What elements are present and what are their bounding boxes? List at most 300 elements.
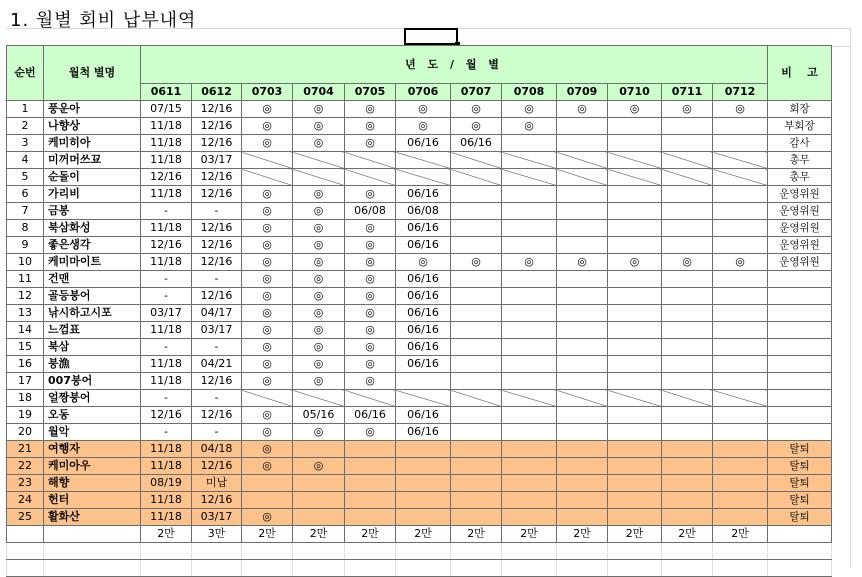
row-number[interactable]: 13: [7, 305, 44, 322]
empty-cell[interactable]: [293, 492, 345, 509]
empty-cell[interactable]: [502, 356, 557, 373]
paid-cell[interactable]: [293, 339, 345, 356]
empty-cell[interactable]: [662, 356, 713, 373]
empty-cell[interactable]: [396, 560, 451, 577]
paid-cell[interactable]: [502, 118, 557, 135]
paid-cell[interactable]: [345, 356, 396, 373]
empty-cell[interactable]: [608, 237, 662, 254]
empty-cell[interactable]: [396, 373, 451, 390]
payment-date-cell[interactable]: 06/16: [396, 271, 451, 288]
empty-cell[interactable]: [502, 322, 557, 339]
empty-cell[interactable]: [451, 424, 502, 441]
paid-cell[interactable]: [242, 135, 293, 152]
payment-date-cell[interactable]: 06/16: [396, 220, 451, 237]
empty-cell[interactable]: [557, 135, 608, 152]
empty-cell[interactable]: [242, 492, 293, 509]
payment-date-cell[interactable]: 06/08: [396, 203, 451, 220]
payment-date-cell[interactable]: 12/16: [141, 407, 192, 424]
exempt-cell[interactable]: [713, 390, 768, 407]
empty-cell[interactable]: [608, 492, 662, 509]
empty-cell[interactable]: [713, 475, 768, 492]
member-nickname[interactable]: 헌터: [44, 492, 141, 509]
empty-cell[interactable]: [608, 441, 662, 458]
member-nickname[interactable]: 여행자: [44, 441, 141, 458]
payment-date-cell[interactable]: 06/08: [345, 203, 396, 220]
empty-cell[interactable]: [451, 509, 502, 526]
empty-cell[interactable]: [713, 509, 768, 526]
note-cell[interactable]: 탈퇴: [768, 492, 832, 509]
paid-cell[interactable]: [502, 101, 557, 118]
empty-cell[interactable]: [713, 203, 768, 220]
row-number[interactable]: 6: [7, 186, 44, 203]
note-cell[interactable]: 총무: [768, 152, 832, 169]
empty-cell[interactable]: [608, 509, 662, 526]
paid-cell[interactable]: [242, 373, 293, 390]
payment-date-cell[interactable]: 03/17: [192, 509, 242, 526]
empty-cell[interactable]: [451, 339, 502, 356]
row-number[interactable]: 4: [7, 152, 44, 169]
empty-cell[interactable]: [451, 203, 502, 220]
empty-cell[interactable]: [293, 441, 345, 458]
payment-date-cell[interactable]: -: [141, 339, 192, 356]
empty-cell[interactable]: [662, 135, 713, 152]
empty-cell[interactable]: [451, 288, 502, 305]
empty-cell[interactable]: [662, 407, 713, 424]
empty-cell[interactable]: [502, 509, 557, 526]
row-number[interactable]: 7: [7, 203, 44, 220]
monthly-due-amount[interactable]: 2만: [557, 526, 608, 543]
row-number[interactable]: 5: [7, 169, 44, 186]
empty-cell[interactable]: [141, 543, 192, 560]
note-cell[interactable]: 부회장: [768, 118, 832, 135]
empty-cell[interactable]: [451, 475, 502, 492]
empty-cell[interactable]: [662, 543, 713, 560]
paid-cell[interactable]: [242, 254, 293, 271]
payment-date-cell[interactable]: 12/16: [192, 458, 242, 475]
empty-cell[interactable]: [713, 288, 768, 305]
paid-cell[interactable]: [557, 101, 608, 118]
empty-cell[interactable]: [345, 458, 396, 475]
empty-cell[interactable]: [345, 543, 396, 560]
row-number[interactable]: 16: [7, 356, 44, 373]
payment-date-cell[interactable]: 12/16: [141, 237, 192, 254]
paid-cell[interactable]: [242, 288, 293, 305]
paid-cell[interactable]: [242, 118, 293, 135]
empty-cell[interactable]: [502, 339, 557, 356]
payment-date-cell[interactable]: -: [192, 271, 242, 288]
empty-cell[interactable]: [662, 220, 713, 237]
payment-date-cell[interactable]: -: [192, 424, 242, 441]
paid-cell[interactable]: [293, 186, 345, 203]
member-nickname[interactable]: 케미히아: [44, 135, 141, 152]
empty-cell[interactable]: [557, 322, 608, 339]
note-cell[interactable]: [768, 373, 832, 390]
empty-cell[interactable]: [662, 373, 713, 390]
empty-cell[interactable]: [242, 475, 293, 492]
row-number[interactable]: 8: [7, 220, 44, 237]
payment-date-cell[interactable]: 06/16: [345, 407, 396, 424]
empty-cell[interactable]: [608, 356, 662, 373]
empty-cell[interactable]: [557, 237, 608, 254]
empty-cell[interactable]: [662, 441, 713, 458]
empty-cell[interactable]: [192, 560, 242, 577]
empty-cell[interactable]: [396, 543, 451, 560]
row-number[interactable]: 18: [7, 390, 44, 407]
payment-date-cell[interactable]: 06/16: [396, 305, 451, 322]
monthly-due-amount[interactable]: 3만: [192, 526, 242, 543]
empty-cell[interactable]: [662, 492, 713, 509]
monthly-due-amount[interactable]: 2만: [345, 526, 396, 543]
empty-cell[interactable]: [608, 339, 662, 356]
paid-cell[interactable]: [345, 424, 396, 441]
paid-cell[interactable]: [608, 101, 662, 118]
empty-cell[interactable]: [713, 271, 768, 288]
empty-cell[interactable]: [451, 322, 502, 339]
paid-cell[interactable]: [293, 356, 345, 373]
empty-cell[interactable]: [502, 373, 557, 390]
empty-cell[interactable]: [608, 271, 662, 288]
payment-date-cell[interactable]: 11/18: [141, 373, 192, 390]
payment-date-cell[interactable]: 07/15: [141, 101, 192, 118]
empty-cell[interactable]: [557, 492, 608, 509]
member-nickname[interactable]: 골등붕어: [44, 288, 141, 305]
note-cell[interactable]: [768, 339, 832, 356]
payment-date-cell[interactable]: 11/18: [141, 135, 192, 152]
payment-date-cell[interactable]: 06/16: [396, 237, 451, 254]
empty-cell[interactable]: [662, 288, 713, 305]
empty-cell[interactable]: [557, 458, 608, 475]
empty-cell[interactable]: [608, 135, 662, 152]
exempt-cell[interactable]: [293, 390, 345, 407]
empty-cell[interactable]: [345, 560, 396, 577]
exempt-cell[interactable]: [242, 152, 293, 169]
payment-date-cell[interactable]: 11/18: [141, 152, 192, 169]
paid-cell[interactable]: [242, 356, 293, 373]
empty-cell[interactable]: [608, 322, 662, 339]
payment-date-cell[interactable]: -: [192, 339, 242, 356]
member-nickname[interactable]: 얼짱붕어: [44, 390, 141, 407]
note-cell[interactable]: 운영위원: [768, 254, 832, 271]
empty-cell[interactable]: [713, 543, 768, 560]
exempt-cell[interactable]: [451, 390, 502, 407]
payment-date-cell[interactable]: -: [141, 203, 192, 220]
exempt-cell[interactable]: [502, 390, 557, 407]
empty-cell[interactable]: [44, 526, 141, 543]
empty-cell[interactable]: [768, 526, 832, 543]
member-nickname[interactable]: 해향: [44, 475, 141, 492]
paid-cell[interactable]: [713, 254, 768, 271]
paid-cell[interactable]: [242, 203, 293, 220]
note-cell[interactable]: [768, 390, 832, 407]
payment-date-cell[interactable]: 12/16: [192, 492, 242, 509]
paid-cell[interactable]: [502, 254, 557, 271]
empty-cell[interactable]: [768, 543, 832, 560]
payment-date-cell[interactable]: 05/16: [293, 407, 345, 424]
paid-cell[interactable]: [293, 424, 345, 441]
empty-cell[interactable]: [502, 220, 557, 237]
empty-cell[interactable]: [608, 118, 662, 135]
empty-cell[interactable]: [557, 356, 608, 373]
empty-cell[interactable]: [557, 288, 608, 305]
payment-date-cell[interactable]: 04/17: [192, 305, 242, 322]
empty-cell[interactable]: [293, 475, 345, 492]
exempt-cell[interactable]: [345, 152, 396, 169]
empty-cell[interactable]: [451, 271, 502, 288]
payment-date-cell[interactable]: 08/19: [141, 475, 192, 492]
payment-date-cell[interactable]: 03/17: [141, 305, 192, 322]
empty-cell[interactable]: [662, 458, 713, 475]
note-cell[interactable]: 탈퇴: [768, 458, 832, 475]
exempt-cell[interactable]: [608, 169, 662, 186]
row-number[interactable]: 21: [7, 441, 44, 458]
paid-cell[interactable]: [451, 254, 502, 271]
paid-cell[interactable]: [345, 339, 396, 356]
paid-cell[interactable]: [242, 305, 293, 322]
empty-cell[interactable]: [242, 543, 293, 560]
note-cell[interactable]: 운영위원: [768, 186, 832, 203]
payment-date-cell[interactable]: 11/18: [141, 509, 192, 526]
note-cell[interactable]: [768, 322, 832, 339]
payment-date-cell[interactable]: 12/16: [192, 254, 242, 271]
note-cell[interactable]: [768, 407, 832, 424]
note-cell[interactable]: 감사: [768, 135, 832, 152]
note-cell[interactable]: [768, 271, 832, 288]
empty-cell[interactable]: [662, 118, 713, 135]
paid-cell[interactable]: [242, 220, 293, 237]
note-cell[interactable]: [768, 288, 832, 305]
empty-cell[interactable]: [713, 339, 768, 356]
empty-cell[interactable]: [345, 492, 396, 509]
member-nickname[interactable]: 느껌표: [44, 322, 141, 339]
empty-cell[interactable]: [451, 373, 502, 390]
note-cell[interactable]: 운영위원: [768, 203, 832, 220]
member-nickname[interactable]: 월악: [44, 424, 141, 441]
empty-cell[interactable]: [451, 492, 502, 509]
empty-cell[interactable]: [662, 475, 713, 492]
selected-cell[interactable]: [404, 28, 458, 45]
paid-cell[interactable]: [396, 254, 451, 271]
payment-date-cell[interactable]: 12/16: [192, 220, 242, 237]
empty-cell[interactable]: [662, 424, 713, 441]
empty-cell[interactable]: [502, 135, 557, 152]
empty-cell[interactable]: [662, 203, 713, 220]
exempt-cell[interactable]: [293, 169, 345, 186]
payment-date-cell[interactable]: 11/18: [141, 356, 192, 373]
empty-cell[interactable]: [713, 356, 768, 373]
empty-cell[interactable]: [608, 424, 662, 441]
empty-cell[interactable]: [396, 509, 451, 526]
member-nickname[interactable]: 007붕어: [44, 373, 141, 390]
empty-cell[interactable]: [396, 441, 451, 458]
empty-cell[interactable]: [608, 560, 662, 577]
empty-cell[interactable]: [141, 560, 192, 577]
paid-cell[interactable]: [293, 237, 345, 254]
empty-cell[interactable]: [713, 458, 768, 475]
empty-cell[interactable]: [293, 543, 345, 560]
payment-date-cell[interactable]: 11/18: [141, 492, 192, 509]
payment-date-cell[interactable]: 04/18: [192, 441, 242, 458]
exempt-cell[interactable]: [242, 169, 293, 186]
member-nickname[interactable]: 케미아우: [44, 458, 141, 475]
paid-cell[interactable]: [451, 118, 502, 135]
payment-date-cell[interactable]: 06/16: [396, 186, 451, 203]
empty-cell[interactable]: [502, 203, 557, 220]
empty-cell[interactable]: [502, 237, 557, 254]
paid-cell[interactable]: [293, 288, 345, 305]
member-nickname[interactable]: 건맨: [44, 271, 141, 288]
row-number[interactable]: 3: [7, 135, 44, 152]
empty-cell[interactable]: [7, 526, 44, 543]
empty-cell[interactable]: [557, 543, 608, 560]
payment-date-cell[interactable]: 12/16: [192, 186, 242, 203]
empty-cell[interactable]: [345, 509, 396, 526]
empty-cell[interactable]: [713, 492, 768, 509]
empty-cell[interactable]: [451, 560, 502, 577]
paid-cell[interactable]: [345, 288, 396, 305]
exempt-cell[interactable]: [396, 390, 451, 407]
empty-cell[interactable]: [608, 475, 662, 492]
empty-cell[interactable]: [502, 424, 557, 441]
empty-cell[interactable]: [662, 509, 713, 526]
paid-cell[interactable]: [396, 101, 451, 118]
empty-cell[interactable]: [451, 220, 502, 237]
exempt-cell[interactable]: [396, 169, 451, 186]
empty-cell[interactable]: [396, 458, 451, 475]
payment-date-cell[interactable]: 11/18: [141, 186, 192, 203]
payment-date-cell[interactable]: 12/16: [192, 373, 242, 390]
paid-cell[interactable]: [345, 220, 396, 237]
monthly-due-amount[interactable]: 2만: [242, 526, 293, 543]
empty-cell[interactable]: [662, 186, 713, 203]
empty-cell[interactable]: [44, 560, 141, 577]
note-cell[interactable]: 운영위원: [768, 237, 832, 254]
empty-cell[interactable]: [557, 118, 608, 135]
payment-date-cell[interactable]: 11/18: [141, 220, 192, 237]
empty-cell[interactable]: [242, 560, 293, 577]
payment-date-cell[interactable]: 11/18: [141, 118, 192, 135]
row-number[interactable]: 17: [7, 373, 44, 390]
member-nickname[interactable]: 금봉: [44, 203, 141, 220]
empty-cell[interactable]: [7, 560, 44, 577]
empty-cell[interactable]: [608, 458, 662, 475]
paid-cell[interactable]: [713, 101, 768, 118]
empty-cell[interactable]: [345, 475, 396, 492]
empty-cell[interactable]: [557, 424, 608, 441]
row-number[interactable]: 12: [7, 288, 44, 305]
monthly-due-amount[interactable]: 2만: [141, 526, 192, 543]
payment-date-cell[interactable]: 미납: [192, 475, 242, 492]
empty-cell[interactable]: [662, 271, 713, 288]
empty-cell[interactable]: [557, 373, 608, 390]
payment-date-cell[interactable]: 06/16: [396, 322, 451, 339]
payment-date-cell[interactable]: 11/18: [141, 254, 192, 271]
empty-cell[interactable]: [293, 560, 345, 577]
row-number[interactable]: 24: [7, 492, 44, 509]
exempt-cell[interactable]: [557, 390, 608, 407]
payment-date-cell[interactable]: 12/16: [192, 101, 242, 118]
exempt-cell[interactable]: [451, 152, 502, 169]
paid-cell[interactable]: [242, 407, 293, 424]
empty-cell[interactable]: [502, 271, 557, 288]
empty-cell[interactable]: [713, 305, 768, 322]
note-cell[interactable]: 탈퇴: [768, 475, 832, 492]
empty-cell[interactable]: [557, 203, 608, 220]
empty-cell[interactable]: [608, 407, 662, 424]
paid-cell[interactable]: [293, 254, 345, 271]
empty-cell[interactable]: [44, 543, 141, 560]
exempt-cell[interactable]: [608, 152, 662, 169]
monthly-due-amount[interactable]: 2만: [451, 526, 502, 543]
row-number[interactable]: 11: [7, 271, 44, 288]
empty-cell[interactable]: [662, 339, 713, 356]
paid-cell[interactable]: [345, 118, 396, 135]
empty-cell[interactable]: [451, 237, 502, 254]
paid-cell[interactable]: [242, 509, 293, 526]
monthly-due-amount[interactable]: 2만: [396, 526, 451, 543]
payment-date-cell[interactable]: 06/16: [396, 288, 451, 305]
empty-cell[interactable]: [502, 543, 557, 560]
empty-cell[interactable]: [396, 492, 451, 509]
member-nickname[interactable]: 북삼화성: [44, 220, 141, 237]
empty-cell[interactable]: [608, 186, 662, 203]
exempt-cell[interactable]: [293, 152, 345, 169]
exempt-cell[interactable]: [451, 169, 502, 186]
paid-cell[interactable]: [242, 441, 293, 458]
member-nickname[interactable]: 낚시하고시포: [44, 305, 141, 322]
exempt-cell[interactable]: [557, 169, 608, 186]
paid-cell[interactable]: [242, 237, 293, 254]
note-cell[interactable]: 회장: [768, 101, 832, 118]
payment-date-cell[interactable]: 12/16: [192, 288, 242, 305]
empty-cell[interactable]: [713, 135, 768, 152]
empty-cell[interactable]: [502, 492, 557, 509]
paid-cell[interactable]: [293, 305, 345, 322]
row-number[interactable]: 10: [7, 254, 44, 271]
exempt-cell[interactable]: [662, 152, 713, 169]
empty-cell[interactable]: [502, 560, 557, 577]
payment-date-cell[interactable]: 06/16: [396, 424, 451, 441]
payment-date-cell[interactable]: 12/16: [192, 237, 242, 254]
empty-cell[interactable]: [608, 305, 662, 322]
empty-cell[interactable]: [293, 509, 345, 526]
empty-cell[interactable]: [557, 560, 608, 577]
payment-date-cell[interactable]: 04/21: [192, 356, 242, 373]
empty-cell[interactable]: [557, 271, 608, 288]
paid-cell[interactable]: [242, 339, 293, 356]
empty-cell[interactable]: [713, 118, 768, 135]
empty-cell[interactable]: [557, 339, 608, 356]
payment-date-cell[interactable]: -: [141, 390, 192, 407]
empty-cell[interactable]: [713, 186, 768, 203]
note-cell[interactable]: 총무: [768, 169, 832, 186]
empty-cell[interactable]: [557, 441, 608, 458]
exempt-cell[interactable]: [242, 390, 293, 407]
empty-cell[interactable]: [662, 305, 713, 322]
payment-date-cell[interactable]: 06/16: [396, 135, 451, 152]
empty-cell[interactable]: [451, 407, 502, 424]
payment-date-cell[interactable]: 12/16: [141, 169, 192, 186]
note-cell[interactable]: 탈퇴: [768, 441, 832, 458]
empty-cell[interactable]: [451, 543, 502, 560]
payment-date-cell[interactable]: 06/16: [396, 339, 451, 356]
paid-cell[interactable]: [242, 322, 293, 339]
paid-cell[interactable]: [345, 254, 396, 271]
member-nickname[interactable]: 케미마이트: [44, 254, 141, 271]
empty-cell[interactable]: [502, 288, 557, 305]
payment-date-cell[interactable]: -: [192, 203, 242, 220]
empty-cell[interactable]: [502, 458, 557, 475]
empty-cell[interactable]: [345, 441, 396, 458]
